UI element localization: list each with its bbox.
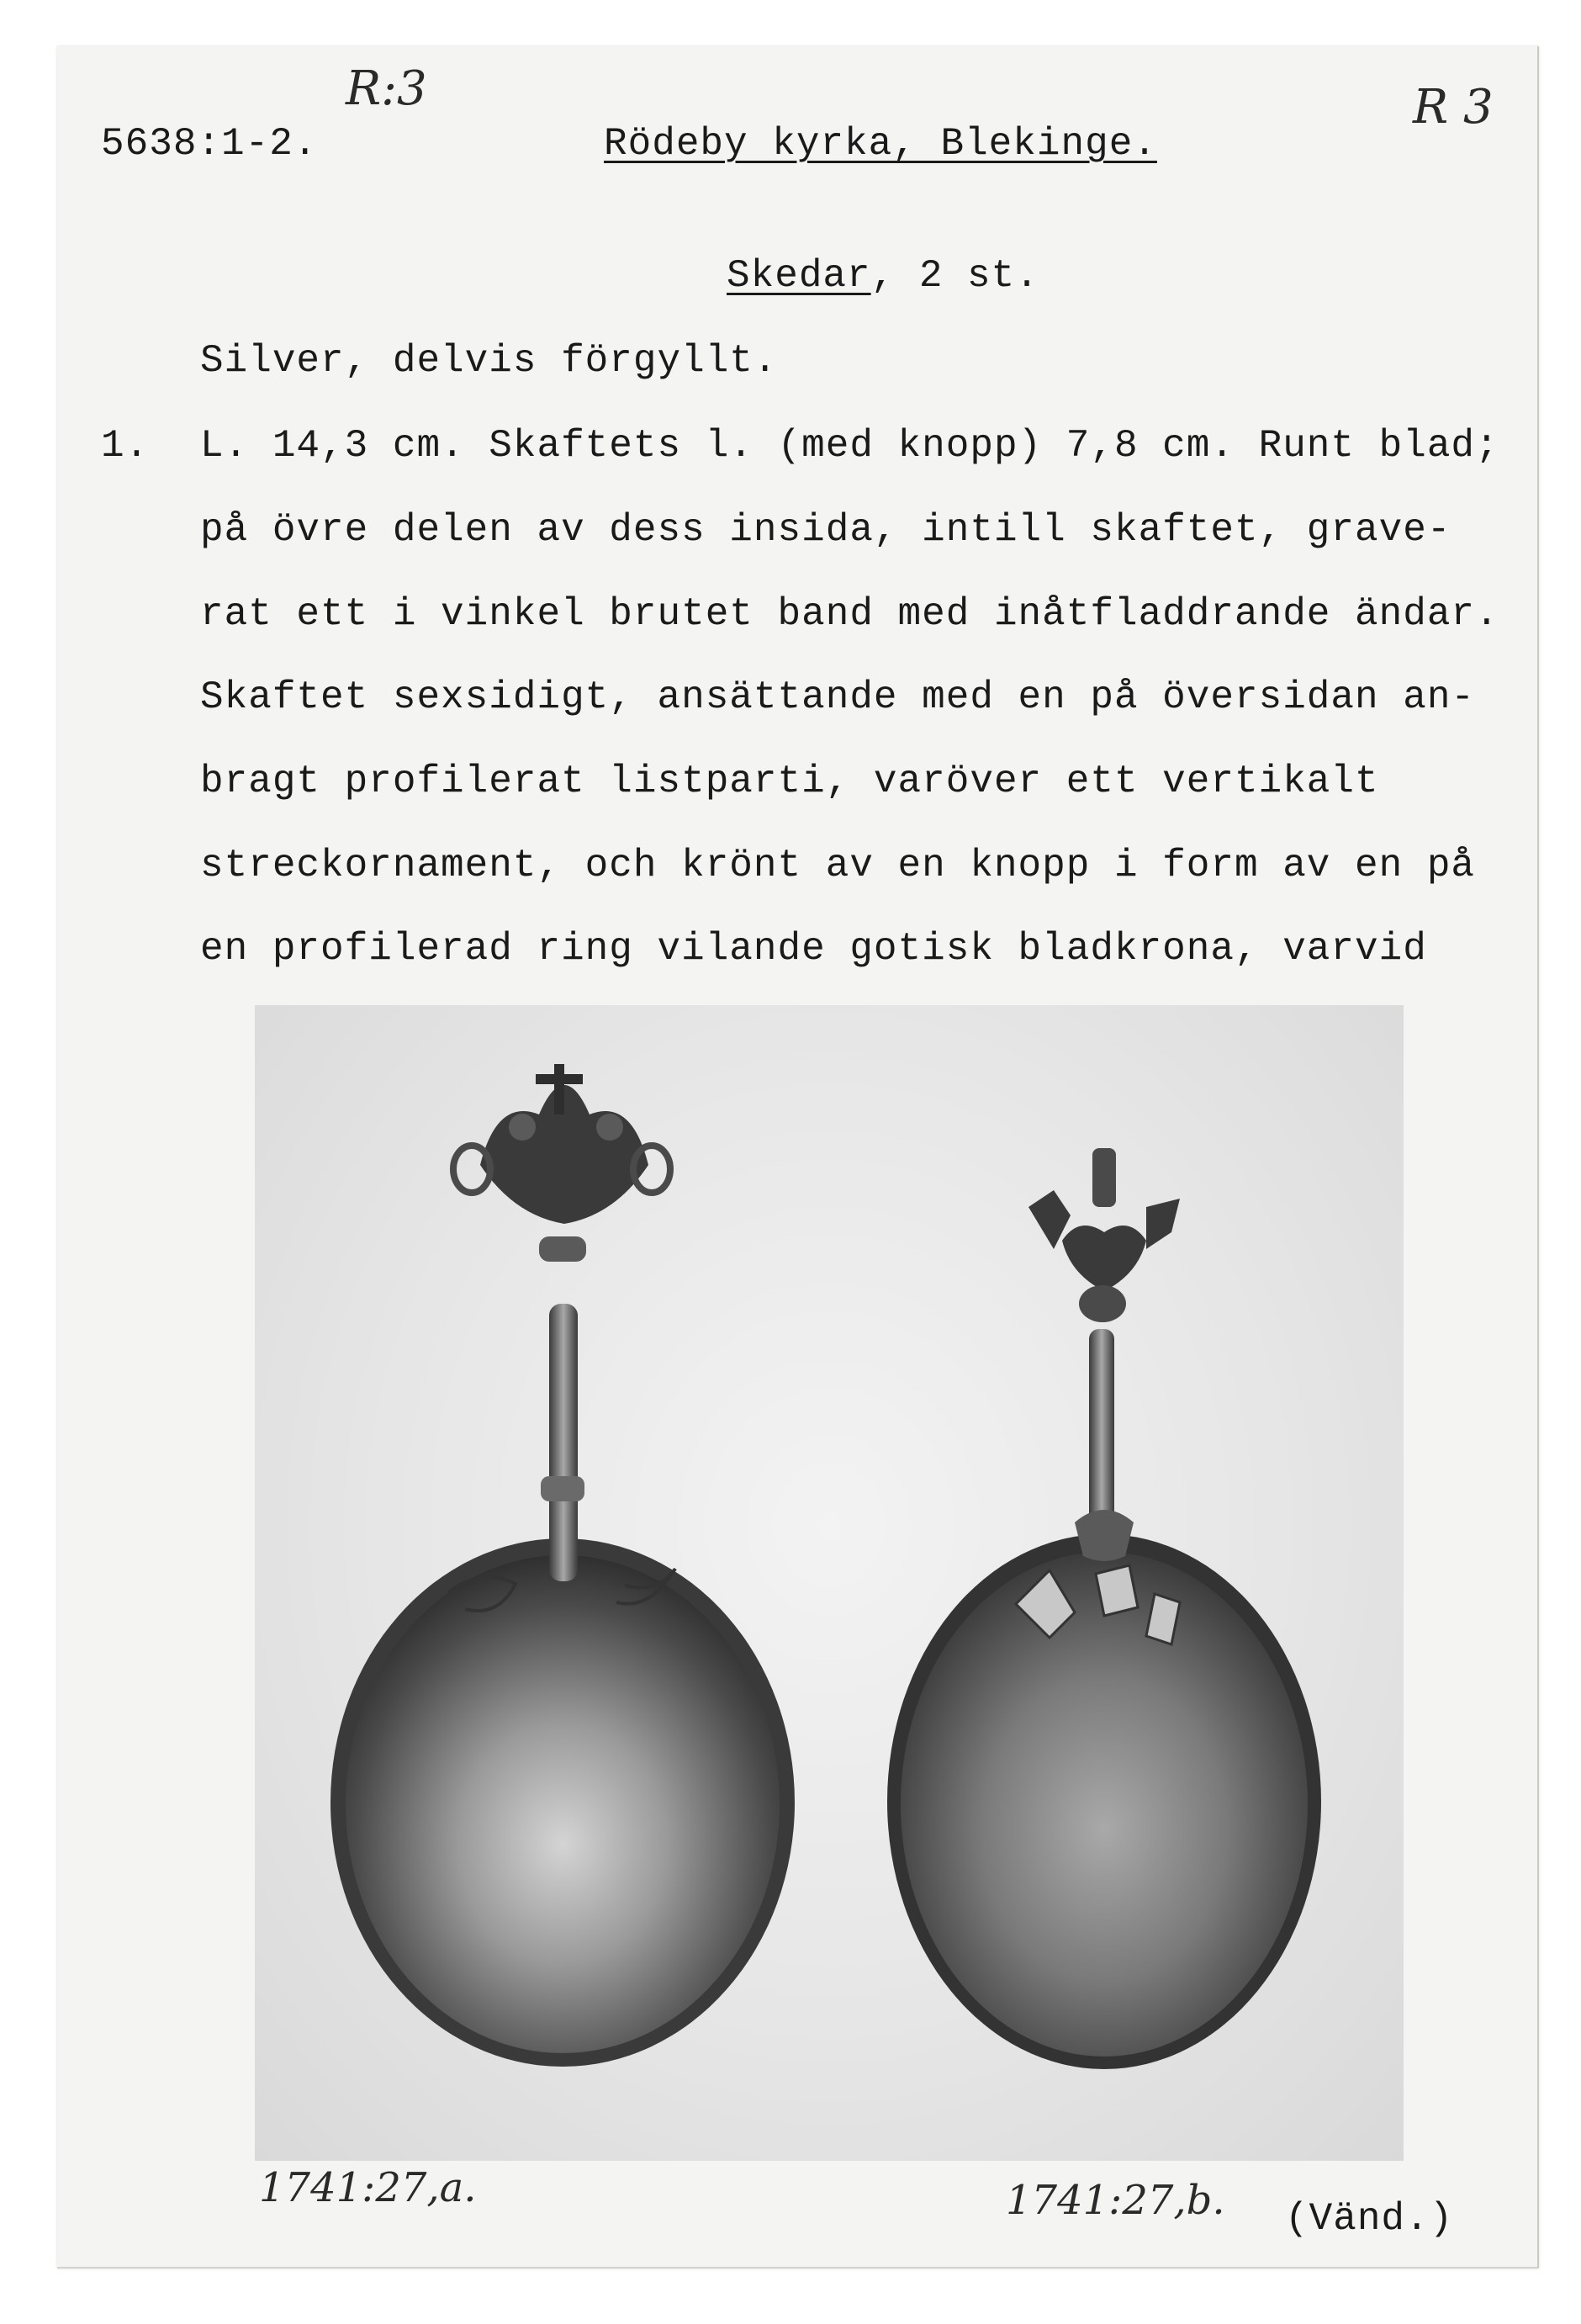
object-count: , 2 st. [870, 254, 1039, 298]
description-line: rat ett i vinkel brutet band med inåtfladdrande ändar. [200, 592, 1499, 636]
description-line: på övre delen av dess insida, intill skaftet, grave- [200, 508, 1451, 552]
handwritten-top-note: R:3 [346, 61, 427, 116]
spoons-photograph [255, 1005, 1404, 2161]
description-line: en profilerad ring vilande gotisk bladkrona, varvid [200, 927, 1427, 971]
photo-caption-right: 1741:27,b. [1006, 2177, 1225, 2224]
item-number: 1. [101, 424, 150, 468]
spoon-right [887, 1148, 1321, 2069]
location-heading: Rödeby kyrka, Blekinge. [604, 122, 1157, 166]
description-line: L. 14,3 cm. Skaftets l. (med knopp) 7,8 cm. Runt blad; [200, 424, 1499, 468]
description-line: bragt profilerat listparti, varöver ett vertikalt [200, 760, 1379, 803]
turn-over-note: (Vänd.) [1285, 2197, 1454, 2241]
description-line: Skaftet sexsidigt, ansättande med en på översidan an- [200, 675, 1476, 719]
inventory-number: 5638:1-2. [101, 122, 318, 166]
material-line: Silver, delvis förgyllt. [200, 339, 778, 383]
description-line: streckornament, och krönt av en knopp i form av en på [200, 844, 1476, 887]
object-heading [727, 254, 1039, 298]
spoons-illustration [255, 1005, 1404, 2161]
photo-caption-left: 1741:27,a. [259, 2164, 477, 2211]
object-title: Skedar [727, 254, 871, 298]
handwritten-corner-note: R 3 [1413, 80, 1494, 135]
spoon-left [330, 1064, 795, 2067]
